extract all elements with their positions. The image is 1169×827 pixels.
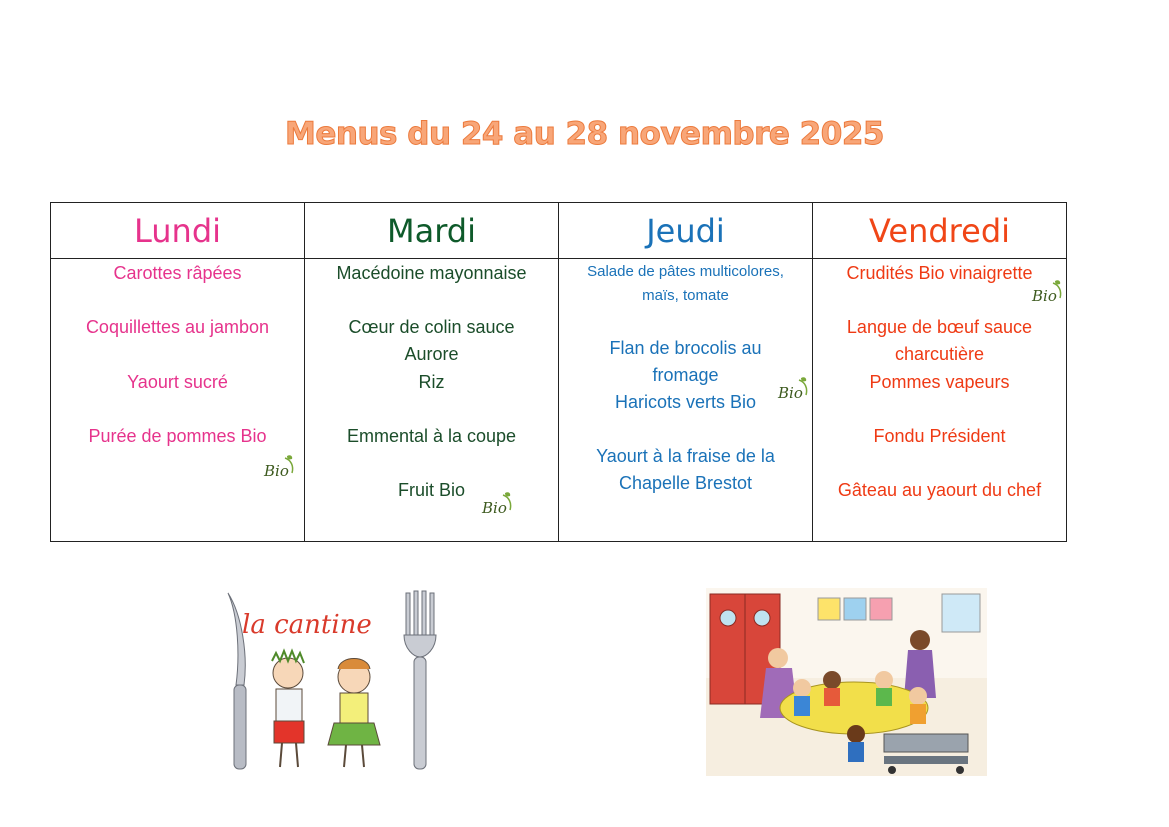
bio-label-text: Bio: [482, 499, 507, 517]
menu-item: Purée de pommes Bio: [88, 426, 267, 446]
page-title: Menus du 24 au 28 novembre 2025: [285, 116, 884, 152]
menu-items-row: [51, 259, 1067, 542]
menu-item: Langue de bœuf sauce: [846, 317, 1033, 337]
menu-item: Emmental à la coupe: [346, 426, 517, 446]
bio-label-text: Bio: [1032, 287, 1057, 305]
menu-item: maïs, tomate: [642, 287, 729, 304]
menu-cell-jeudi: [559, 259, 813, 542]
menu-item: Riz: [418, 372, 445, 392]
menu-cell-vendredi: [813, 259, 1067, 542]
menu-item: fromage: [652, 365, 719, 385]
day-header-vendredi: Vendredi: [813, 203, 1067, 259]
menu-item: Fruit Bio: [397, 480, 466, 500]
menu-item: Crudités Bio vinaigrette: [846, 263, 1033, 283]
menu-item: charcutière: [894, 344, 985, 364]
day-header-mardi: Mardi: [305, 203, 559, 259]
bio-label-icon: [263, 454, 297, 484]
menu-item: Yaourt sucré: [127, 372, 228, 392]
menu-item: Coquillettes au jambon: [85, 317, 270, 337]
menu-item: Chapelle Brestot: [618, 473, 753, 493]
bio-label-icon: [481, 491, 515, 521]
menu-cell-mardi: [305, 259, 559, 542]
bio-label-text: Bio: [778, 384, 803, 402]
cantine-title-text: la cantine: [242, 610, 372, 640]
menu-item: Fondu Président: [873, 426, 1006, 446]
day-header-jeudi: Jeudi: [559, 203, 813, 259]
menu-item: Haricots verts Bio: [614, 392, 757, 412]
menu-item: Yaourt à la fraise de la: [596, 446, 775, 466]
menu-item: Pommes vapeurs: [869, 372, 1010, 392]
menu-item: Macédoine mayonnaise: [336, 263, 527, 283]
menu-item: Gâteau au yaourt du chef: [837, 480, 1042, 500]
menu-cell-lundi: [51, 259, 305, 542]
menu-item: Salade de pâtes multicolores,: [587, 263, 784, 280]
canteen-scene-illustration: [706, 588, 987, 776]
menu-item: Aurore: [404, 344, 459, 364]
day-header-lundi: Lundi: [51, 203, 305, 259]
menu-header-row: [51, 203, 1067, 259]
bio-label-icon: [777, 376, 811, 406]
menu-table: [50, 202, 1067, 542]
menu-item: Flan de brocolis au: [609, 338, 762, 358]
cantine-children-illustration: [214, 585, 446, 775]
menu-item: Carottes râpées: [113, 263, 242, 283]
bio-label-text: Bio: [264, 462, 289, 480]
menu-item: Cœur de colin sauce: [348, 317, 515, 337]
bio-label-icon: [1031, 279, 1065, 309]
